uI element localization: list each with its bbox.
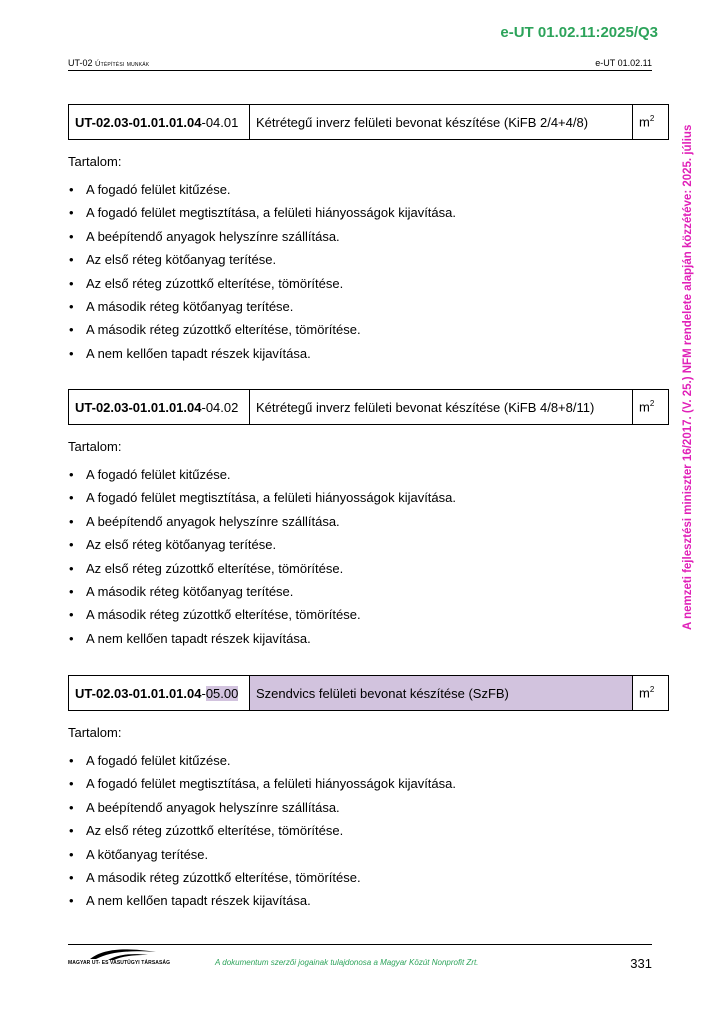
- header-section-title: [68, 58, 149, 68]
- header-section-code: UT-02: [68, 58, 96, 68]
- contents-label: Tartalom:: [68, 439, 122, 454]
- copyright-notice: A dokumentum szerzői jogainak tulajdonosa a Magyar Közút Nonprofit Zrt.: [215, 958, 479, 967]
- list-item: • A fogadó felület kitűzése.: [68, 749, 669, 772]
- steps-list: [68, 463, 669, 650]
- list-item: • A második réteg zúzottkő elterítése, tömörítése.: [68, 603, 669, 626]
- work-item-header: [68, 104, 669, 140]
- contents-label: Tartalom:: [68, 154, 122, 169]
- work-item-1: [68, 104, 669, 365]
- document-code: e-UT 01.02.11:2025/Q3: [500, 24, 658, 41]
- list-item: • A nem kellően tapadt részek kijavítása.: [68, 889, 669, 912]
- publication-note: A nemzeti fejlesztési miniszter 16/2017. (V. 25.) NFM rendelete alapján közzétéve: 2025. július: [682, 124, 694, 630]
- item-unit: $m^2$: [633, 105, 669, 140]
- list-item: • A kötőanyag terítése.: [68, 843, 669, 866]
- association-logo: [68, 947, 171, 969]
- item-title: Szendvics felületi bevonat készítése (SzFB): [250, 676, 633, 711]
- list-item: • Az első réteg kötőanyag terítése.: [68, 533, 669, 556]
- list-item: • A második réteg kötőanyag terítése.: [68, 580, 669, 603]
- list-item: • A második réteg zúzottkő elterítése, tömörítése.: [68, 318, 669, 341]
- list-item: • A második réteg kötőanyag terítése.: [68, 295, 669, 318]
- page-number: 331: [630, 956, 652, 971]
- item-code: UT-02.03-01.01.01.04-05.00: [69, 676, 250, 711]
- list-item: • A fogadó felület megtisztítása, a felületi hiányosságok kijavítása.: [68, 772, 669, 795]
- header-divider: [68, 70, 652, 71]
- list-item: • Az első réteg zúzottkő elterítése, tömörítése.: [68, 272, 669, 295]
- item-code: UT-02.03-01.01.01.04-04.01: [69, 105, 250, 140]
- logo-swoosh-icon: [68, 947, 168, 961]
- steps-list: [68, 749, 669, 913]
- header-doc-ref: e-UT 01.02.11: [595, 58, 652, 68]
- list-item: • A beépítendő anyagok helyszínre szállítása.: [68, 510, 669, 533]
- item-title: Kétrétegű inverz felületi bevonat készítése (KiFB 4/8+8/11): [250, 390, 633, 425]
- item-title: Kétrétegű inverz felületi bevonat készítése (KiFB 2/4+4/8): [250, 105, 633, 140]
- contents-label: Tartalom:: [68, 725, 122, 740]
- steps-list: [68, 178, 669, 365]
- list-item: • A nem kellően tapadt részek kijavítása.: [68, 342, 669, 365]
- list-item: • A második réteg zúzottkő elterítése, tömörítése.: [68, 866, 669, 889]
- list-item: • A fogadó felület kitűzése.: [68, 178, 669, 201]
- work-item-3: [68, 675, 669, 913]
- item-unit: $m^2$: [633, 676, 669, 711]
- work-item-header: [68, 675, 669, 711]
- list-item: • Az első réteg zúzottkő elterítése, tömörítése.: [68, 819, 669, 842]
- list-item: • A nem kellően tapadt részek kijavítása.: [68, 627, 669, 650]
- list-item: • A beépítendő anyagok helyszínre szállítása.: [68, 225, 669, 248]
- footer-divider: [68, 944, 652, 945]
- list-item: • Az első réteg zúzottkő elterítése, tömörítése.: [68, 557, 669, 580]
- list-item: • Az első réteg kötőanyag terítése.: [68, 248, 669, 271]
- highlighted-code-suffix: 05.00: [205, 685, 239, 701]
- work-item-header: [68, 389, 669, 425]
- header-section-name: Útépítési munkák: [95, 59, 150, 68]
- work-item-2: [68, 389, 669, 650]
- list-item: • A beépítendő anyagok helyszínre szállítása.: [68, 796, 669, 819]
- list-item: • A fogadó felület megtisztítása, a felületi hiányosságok kijavítása.: [68, 486, 669, 509]
- item-code: UT-02.03-01.01.01.04-04.02: [69, 390, 250, 425]
- list-item: • A fogadó felület kitűzése.: [68, 463, 669, 486]
- logo-text: MAGYAR UT- ES VASUTÜGYI TÁRSASÁG: [68, 960, 171, 966]
- item-unit: $m^2$: [633, 390, 669, 425]
- list-item: • A fogadó felület megtisztítása, a felületi hiányosságok kijavítása.: [68, 201, 669, 224]
